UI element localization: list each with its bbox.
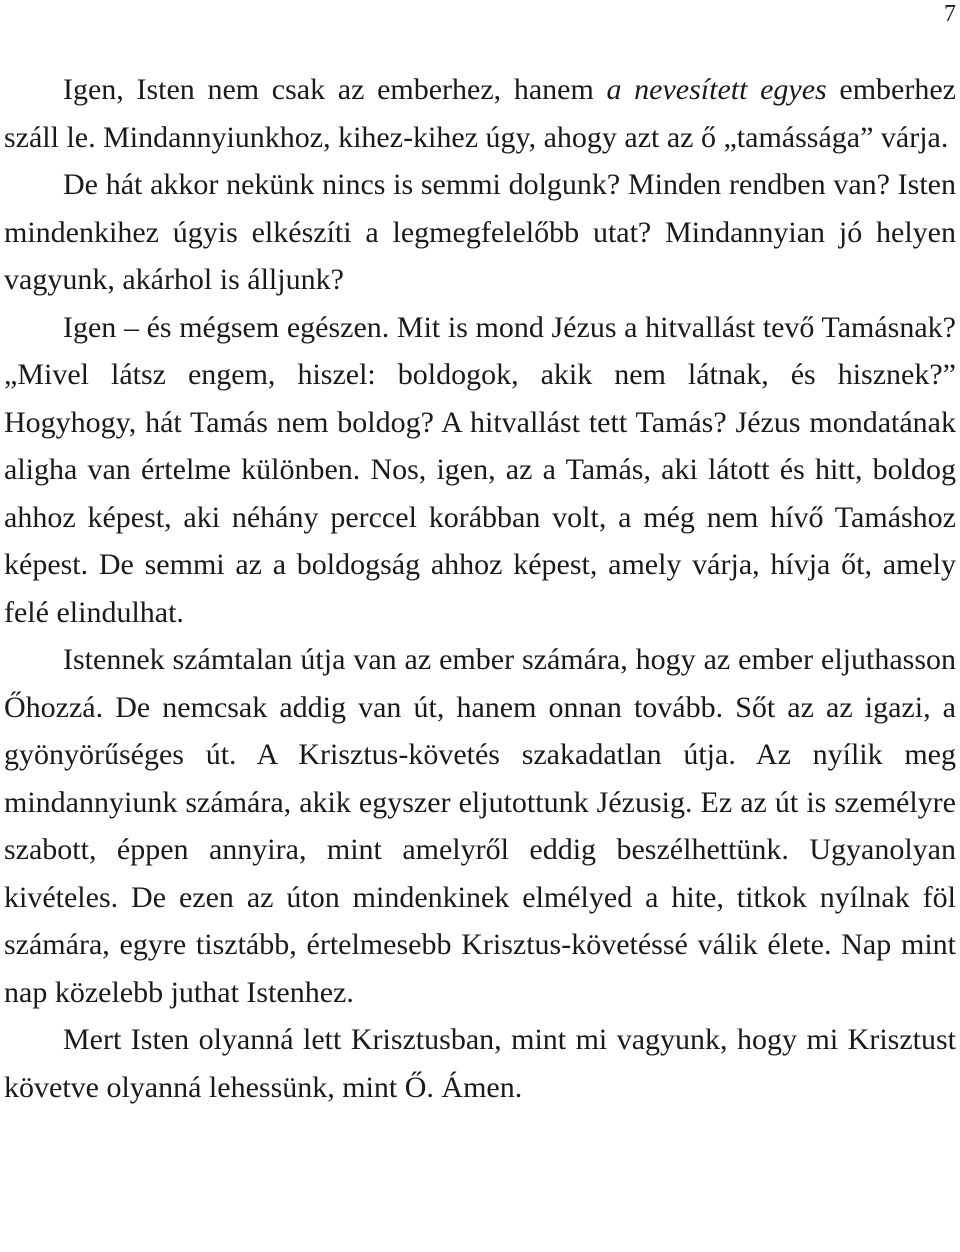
paragraph-5: Mert Isten olyanná lett Krisztusban, mint mi vagyunk, hogy mi Krisztust követve olyanná lehessünk, mint Ő. Ámen. (4, 1023, 956, 1104)
paragraph-1-text-end: emberhez száll le. Mindannyiunkhoz, kihez-kihez úgy, ahogy azt az ő „tamássága” várja. (4, 73, 956, 154)
paragraph-1-emphasis: a nevesített egyes (606, 73, 827, 106)
page-number: 7 (944, 1, 956, 27)
paragraph-1-text-start: Igen, Isten nem csak az emberhez, hanem (63, 73, 607, 106)
paragraph-4: Istennek számtalan útja van az ember számára, hogy az ember eljuthasson Őhozzá. De nemcsak addig van út, hanem onnan tovább. Sőt az az igazi, a gyönyörűséges út. A Krisztus-követés szakadatlan útja. Az nyílik meg mindannyiunk számára, akik egyszer eljutottunk Jézusig. Ez az út is személyre szabott, éppen annyira, mint amelyről eddig beszélhettünk. Ugyanolyan kivételes. De ezen az úton mindenkinek elmélyed a hite, titkok nyílnak föl számára, egyre tisztább, értelmesebb Krisztus-követéssé válik élete. Nap mint nap közelebb juthat Istenhez. (4, 643, 956, 1009)
paragraph-3: Igen – és mégsem egészen. Mit is mond Jézus a hitvallást tevő Tamásnak? „Mivel látsz engem, hiszel: boldogok, akik nem látnak, és hisznek?” Hogyhogy, hát Tamás nem boldog? A hitvallást tett Tamás? Jézus mondatának aligha van értelme különben. Nos, igen, az a Tamás, aki látott és hitt, boldog ahhoz képest, aki néhány perccel korábban volt, a még nem hívő Tamáshoz képest. De semmi az a boldogság ahhoz képest, amely várja, hívja őt, amely felé elindulhat. (4, 310, 956, 629)
paragraph-2: De hát akkor nekünk nincs is semmi dolgunk? Minden rendben van? Isten mindenkihez úgyis elkészíti a legmegfelelőbb utat? Mindannyian jó helyen vagyunk, akárhol is álljunk? (4, 168, 956, 296)
body-text (4, 66, 956, 1111)
paragraph-1 (4, 66, 956, 161)
